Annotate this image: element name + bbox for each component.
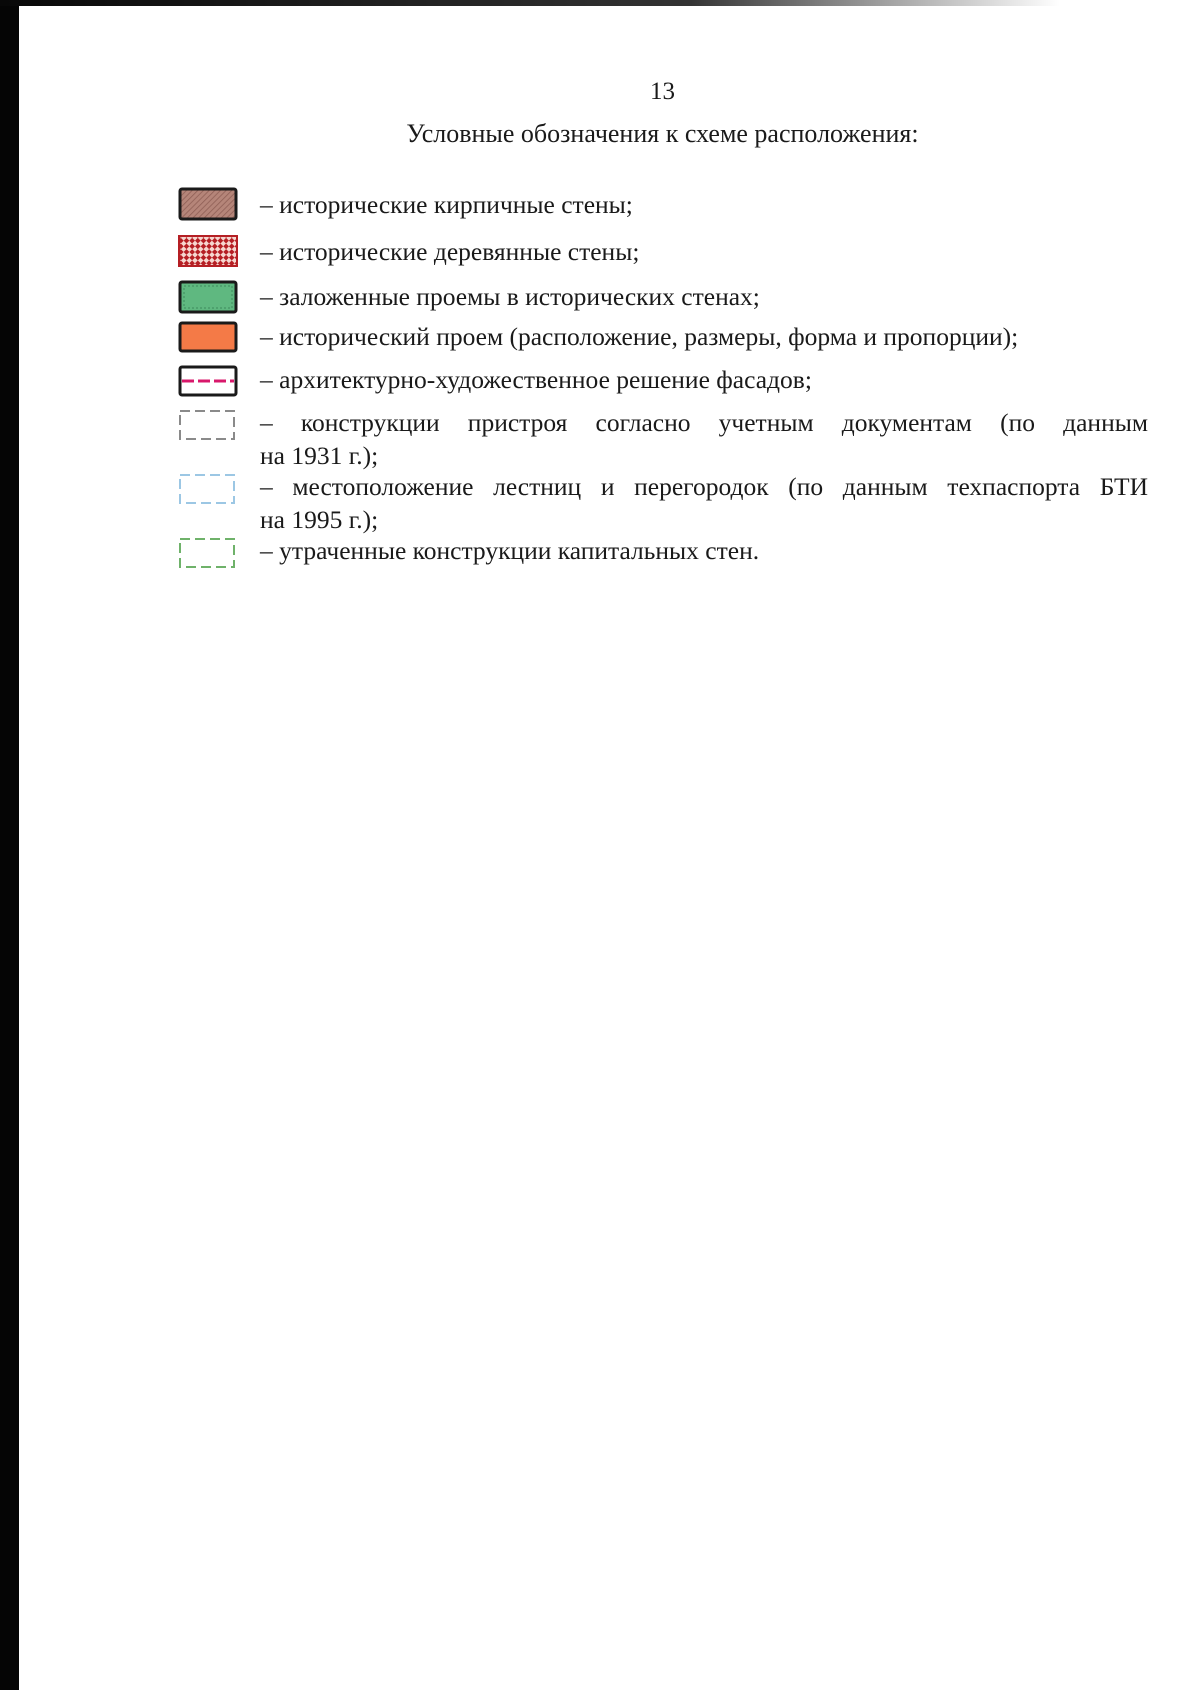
legend-item-line1: – местоположение лестниц и перегородок (по данным техпаспорта БТИ bbox=[260, 472, 1148, 501]
legend-item-line1: – архитектурно-художественное решение фасадов; bbox=[260, 365, 812, 394]
legend-item-line1: – исторический проем (расположение, размеры, форма и пропорции); bbox=[260, 322, 1019, 351]
legend-item-line1: – заложенные проемы в исторических стенах; bbox=[260, 282, 760, 311]
brick-walls-swatch-icon bbox=[178, 187, 238, 221]
legend-item-text bbox=[260, 363, 1148, 396]
page-number: 13 bbox=[650, 78, 675, 105]
legend-item-text bbox=[260, 320, 1148, 353]
legend-item-line2: на 1995 г.); bbox=[260, 505, 379, 534]
legend-item-lost-walls bbox=[178, 534, 1148, 604]
legend-item-text bbox=[260, 406, 1148, 472]
legend-item-annex-structures bbox=[178, 406, 1148, 476]
historic-opening-swatch-icon bbox=[178, 321, 238, 355]
legend-item-text bbox=[260, 188, 1148, 221]
stairs-partitions-swatch-icon bbox=[178, 473, 238, 507]
legend-item-text bbox=[260, 534, 1148, 567]
annex-structures-swatch-icon bbox=[178, 409, 238, 443]
legend-title: Условные обозначения к схеме расположения: bbox=[406, 119, 919, 148]
lost-walls-swatch-icon bbox=[178, 537, 238, 571]
wooden-walls-swatch-icon bbox=[178, 235, 238, 269]
legend-item-text bbox=[260, 235, 1148, 268]
legend-item-line1: – утраченные конструкции капитальных стен. bbox=[260, 536, 760, 565]
legend-item-line1: – исторические кирпичные стены; bbox=[260, 190, 633, 219]
legend-item-line1: – конструкции пристроя согласно учетным документам (по данным bbox=[260, 408, 1148, 437]
legend-item-line1: – исторические деревянные стены; bbox=[260, 237, 640, 266]
legend-item-text bbox=[260, 470, 1148, 536]
legend-item-line2: на 1931 г.); bbox=[260, 441, 379, 470]
legend-item-stairs-partitions bbox=[178, 470, 1148, 540]
filled-openings-swatch-icon bbox=[178, 280, 238, 314]
scan-edge-top bbox=[0, 0, 1060, 6]
scan-edge-left bbox=[0, 0, 19, 1690]
facade-solution-swatch-icon bbox=[178, 365, 238, 399]
legend-item-text bbox=[260, 280, 1148, 313]
